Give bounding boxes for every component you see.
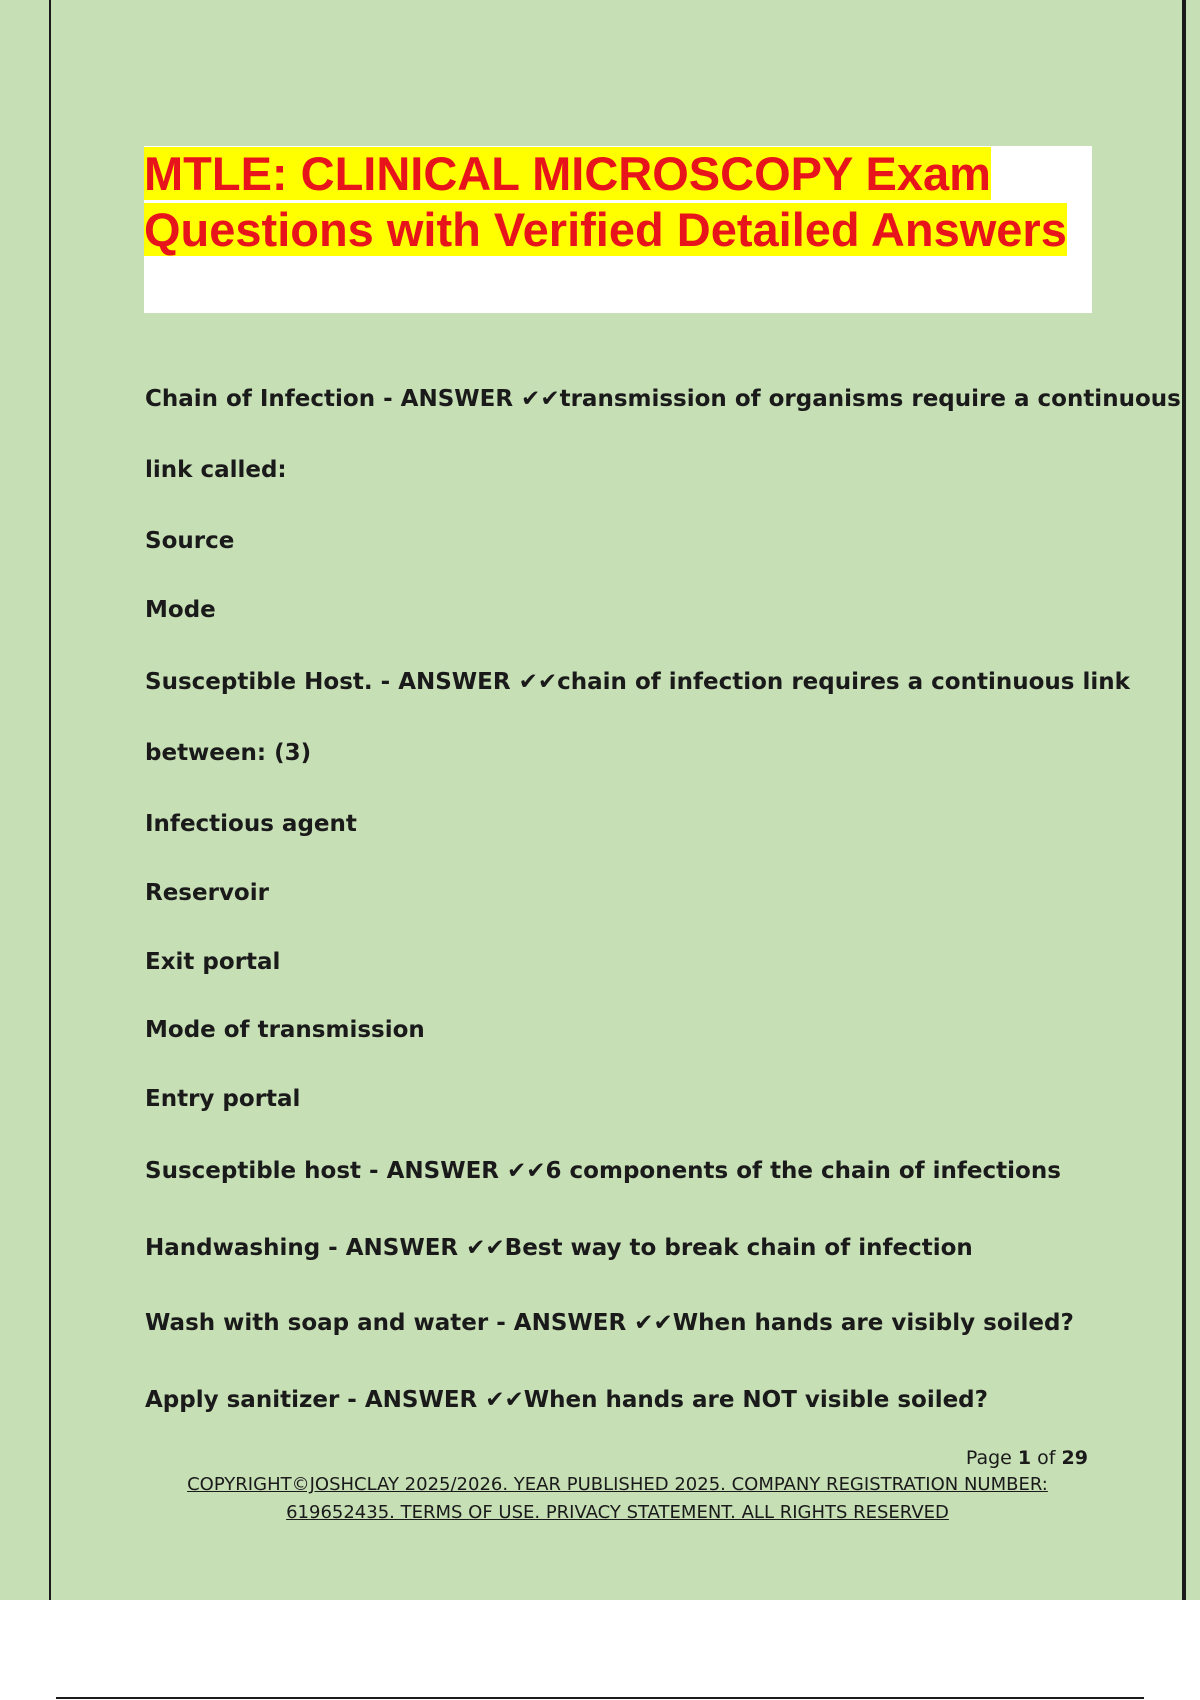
document-title — [144, 146, 1092, 258]
text-line: Wash with soap and water - ANSWER ✔✔When hands are visibly soiled? — [145, 1310, 1074, 1336]
text-line: Susceptible host - ANSWER ✔✔6 components of the chain of infections — [145, 1158, 1061, 1184]
text-line: link called: — [145, 457, 287, 483]
document-title-text: MTLE: CLINICAL MICROSCOPY Exam Questions with Verified Detailed Answers — [144, 147, 1067, 256]
text-line: Susceptible Host. - ANSWER ✔✔chain of infection requires a continuous link — [145, 669, 1130, 695]
page-of-label: of — [1037, 1447, 1056, 1469]
page-label: Page — [965, 1447, 1012, 1469]
page-current: 1 — [1017, 1447, 1032, 1469]
page-left-border — [49, 0, 51, 1600]
page-number — [966, 1447, 1088, 1469]
title-box — [144, 146, 1092, 313]
text-line: Mode — [145, 597, 216, 623]
text-line: Reservoir — [145, 880, 269, 906]
page-right-border — [1182, 0, 1186, 1600]
next-page-top-rule — [56, 1697, 1144, 1699]
text-line: Handwashing - ANSWER ✔✔Best way to break chain of infection — [145, 1235, 973, 1261]
text-line: Chain of Infection - ANSWER ✔✔transmission of organisms require a continuous — [145, 386, 1181, 412]
copyright-line-1[interactable]: COPYRIGHT©JOSHCLAY 2025/2026. YEAR PUBLISHED 2025. COMPANY REGISTRATION NUMBER: — [187, 1474, 1048, 1495]
text-line: Entry portal — [145, 1086, 301, 1112]
text-line: Infectious agent — [145, 811, 357, 837]
text-line: between: (3) — [145, 740, 312, 766]
page-total: 29 — [1061, 1447, 1088, 1469]
text-line: Source — [145, 528, 235, 554]
text-line: Apply sanitizer - ANSWER ✔✔When hands are NOT visible soiled? — [145, 1387, 988, 1413]
copyright-line-2[interactable]: 619652435. TERMS OF USE. PRIVACY STATEMENT. ALL RIGHTS RESERVED — [286, 1502, 949, 1523]
text-line: Exit portal — [145, 949, 281, 975]
text-line: Mode of transmission — [145, 1017, 425, 1043]
